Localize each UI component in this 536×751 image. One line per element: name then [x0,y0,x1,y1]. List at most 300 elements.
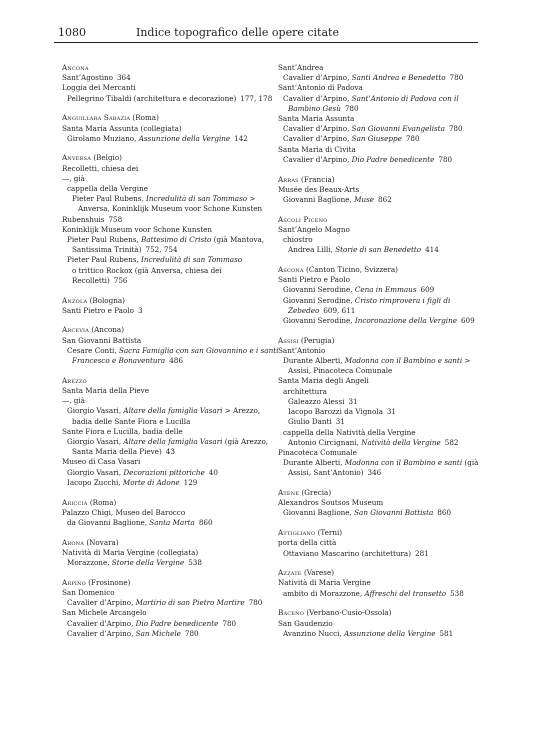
work-title: Altare della famiglia Vasari [123,437,223,446]
index-line [278,356,483,366]
index-line [278,387,483,397]
location-name: Anversa [62,153,92,163]
page-reference: 780 [184,628,199,638]
work-title: Incredulità di san Tommaso [146,194,248,204]
page-reference: 414 [425,245,439,255]
page-reference: 177, 178 [240,93,273,103]
line-text: Cesare Conti, [67,345,119,355]
location-note: (Perugia) [298,335,335,345]
line-text: Santissima Trinità) [72,245,142,255]
page-reference: 582 [444,437,459,447]
work-title: Madonna con il Bambino e santi [344,458,463,468]
line-text: Iacopo Barozzi da Vignola [288,407,383,417]
line-text: Loggia dei Mercanti [62,83,136,93]
line-text: Cavalier d’Arpino, [283,154,352,164]
page-reference: 780 [405,134,420,144]
line-text: San Giovanni Battista [62,335,142,345]
index-line [278,285,483,295]
index-line [278,589,483,599]
index-line [62,427,267,437]
index-entry [278,528,483,559]
line-text: Iacopo Zucchi, [67,477,123,487]
index-line [62,276,267,286]
line-text: Galeazzo Alessi [288,396,345,406]
right-column [278,63,483,648]
location-note: (Frosinone) [85,577,131,587]
index-line [62,266,267,276]
line-text: chiostro [283,235,313,245]
location-heading [278,336,483,346]
index-line [62,134,267,144]
line-text: Assisi, Sant’Antonio) [288,468,364,478]
work-title: San Giovanni Battista [354,508,434,518]
location-heading [62,153,267,163]
index-line [278,94,483,104]
line-text: Giulio Danti [288,417,332,427]
page-reference: 281 [415,548,429,558]
location-heading [62,376,267,386]
index-entry [278,63,483,165]
index-line [278,458,483,468]
index-line [278,468,483,478]
line-text: —, già [62,173,85,183]
line-text: Alexandros Soutsos Museum [278,498,384,508]
location-heading [62,296,267,306]
line-text: Sant’Antonio di Padova [278,83,363,93]
location-note: (Roma) [130,113,159,123]
line-text: Koninklijk Museum voor Schone Kunsten [62,224,212,234]
line-text: Cavalier d’Arpino, [283,124,352,134]
line-text: Sante Fiora e Lucilla, badia delle [62,426,183,436]
line-text: Cavalier d’Arpino, [67,618,136,628]
line-text: Girolamo Muziano, [67,133,139,143]
index-line [62,124,267,134]
work-title: Storie della Vergine [111,558,185,568]
line-text: San Michele Arcangelo [62,608,147,618]
page-number: 1080 [58,26,86,39]
line-text: Giovanni Serodine, [283,315,355,325]
line-text: Giorgio Vasari, [67,437,124,446]
index-line [62,629,267,639]
index-line [278,145,483,155]
page-header [54,24,478,43]
location-heading [62,498,267,508]
work-title: Natività della Vergine [361,437,441,447]
index-line [62,548,267,558]
index-line [278,134,483,144]
location-name: Assisi [278,335,299,345]
index-line [62,598,267,608]
index-line [278,366,483,376]
index-entry [278,336,483,479]
line-text: Recolletti, chiesa dei [62,163,139,173]
index-line [278,155,483,165]
index-line [62,588,267,598]
left-column [62,63,279,648]
index-line [62,73,267,83]
index-line [62,215,267,225]
line-text: > [247,194,256,204]
index-entry [278,175,483,206]
work-title: Martirio di san Pietro Martire [135,598,245,608]
location-name: Arras [278,174,299,184]
page-reference: 142 [234,133,248,143]
location-note: (Bologna) [87,295,125,305]
index-line [278,104,483,114]
line-text: Giovanni Serodine, [283,285,355,295]
page-reference: 609, 611 [323,305,356,315]
index-line [278,538,483,548]
index-line [278,296,483,306]
page-reference: 860 [437,508,452,518]
location-note: (Verbano-Cusio-Ossola) [304,608,392,618]
index-line [278,245,483,255]
index-line [62,608,267,618]
line-text: Santa Maria di Civita [278,144,356,154]
line-text: porta della città [278,538,337,548]
index-entry [278,568,483,599]
line-text: Giovanni Serodine, [283,295,355,305]
index-line [62,345,279,356]
index-line [278,195,483,205]
location-note: (Varese) [301,568,335,578]
line-text: Giovanni Baglione, [283,508,355,518]
index-line [278,124,483,134]
index-entry [62,578,267,639]
location-heading [278,568,483,578]
location-note: (Belgio) [91,153,122,163]
line-text: Antonio Circignani, [288,437,362,447]
index-entry [278,488,483,519]
index-line [278,114,483,124]
page-reference: 31 [348,396,358,406]
index-line [278,508,483,518]
line-text: Giovanni Baglione, [283,194,355,204]
work-title: Santa Marta [149,517,195,527]
line-text: —, già [62,396,85,406]
location-name: Attigliano [278,528,316,538]
line-text: o trittico Rockox (già Anversa, chiesa dei [72,265,222,275]
line-text: > Arezzo, [222,406,261,416]
location-name: Ariccia [62,497,88,507]
location-heading [62,113,267,123]
index-line [278,578,483,588]
index-line [278,397,483,407]
location-note: (Canton Ticino, Svizzera) [303,264,398,274]
line-text: Sant’Angelo Magno [278,224,350,234]
location-note: (Francia) [298,174,335,184]
index-entry [62,296,267,316]
index-line [62,255,267,265]
index-line [62,225,267,235]
line-text: > [462,356,471,366]
line-text: cappella della Natività della Vergine [283,427,416,437]
index-line [62,417,267,427]
work-title: Incredulità di san Tommaso [141,255,243,265]
page-reference: 364 [116,73,131,83]
line-text: Andrea Lilli, [288,245,336,255]
line-text: Assisi, Pinacoteca Comunale [288,366,393,376]
location-name: Ancona [62,63,89,72]
location-name: Arpino [62,577,86,587]
index-line [278,316,483,326]
location-heading [278,528,483,538]
location-note: (Roma) [87,497,117,507]
work-title: Decorazioni pittoriche [123,467,205,477]
location-heading [278,215,483,225]
line-text: Santi Pietro e Paolo [278,275,350,285]
location-heading [62,538,267,548]
index-line [278,498,483,508]
line-text: Anversa, Koninklijk Museum voor Schone Kunsten [78,204,263,214]
index-line [62,558,267,568]
index-line [278,376,483,386]
line-text: Museo di Casa Vasari [62,457,141,467]
page-reference: 862 [378,194,392,204]
line-text: Durante Alberti, [283,458,345,468]
index-entry [62,376,267,488]
index-line [62,437,267,447]
line-text: Rubenshuis [62,214,105,224]
index-line [278,346,483,356]
work-title: Cristo rimprovera i figli di [354,295,451,305]
location-name: Azzate [278,568,302,578]
index-line [278,235,483,245]
work-title: Dio Padre benedicente [351,154,435,164]
index-line [62,93,273,104]
index-line [278,448,483,458]
work-title: Dio Padre benedicente [135,618,219,628]
work-title: Muse [354,194,375,204]
index-entry [62,153,267,286]
index-line [278,63,483,73]
work-title: Affreschi del transetto [364,588,447,598]
index-line [62,406,267,416]
location-note: (Grecia) [299,488,332,498]
work-title: Sacra Famiglia con san Giovannino e i santi [118,345,279,355]
location-heading [278,175,483,185]
work-title: Morte di Adone [122,477,180,487]
index-line [62,508,267,518]
location-note: (Novara) [84,537,119,547]
page-reference: 31 [386,407,397,417]
index-line [62,457,267,467]
index-line [278,438,483,448]
line-text: architettura [283,386,327,396]
page-reference: 752, 754 [145,245,178,255]
location-name: Arcevia [62,325,90,335]
location-name: Atene [278,488,300,498]
page-reference: 780 [344,103,359,113]
index-line [62,83,267,93]
work-title: Santi Andrea e Benedetto [351,73,446,83]
page-reference: 780 [222,618,237,628]
index-line [278,619,483,629]
index-line [62,194,267,204]
work-title: Altare della famiglia Vasari [123,406,223,416]
location-heading [62,578,267,588]
index-line [278,407,483,417]
line-text: Santa Maria degli Angeli [278,376,369,386]
index-line [62,235,267,245]
line-text: ambito di Morazzone, [283,588,365,598]
index-entry [62,113,267,144]
index-entry [62,538,267,569]
index-line [278,275,483,285]
work-title: Battesimo di Cristo [141,235,212,245]
line-text: Recolletti) [72,275,110,285]
index-line [278,225,483,235]
index-entry [62,325,279,366]
index-line [278,73,483,83]
work-title: San Giovanni Evangelista [351,124,445,134]
line-text: Santi Pietro e Paolo [62,305,134,315]
work-title: Storie di san Benedetto [335,245,422,255]
page-reference: 758 [108,214,123,224]
location-heading [278,265,483,275]
page-reference: 346 [367,468,382,478]
location-name: Ascoli Piceno [278,214,328,224]
work-title: Assunzione della Vergine [138,133,231,143]
line-text: Morazzone, [67,558,112,568]
running-title: Indice topografico delle opere citate [136,26,339,39]
work-title: Zebedeo [288,305,320,315]
location-name: Arona [62,537,85,547]
work-title: San Michele [135,628,181,638]
page-reference: 860 [198,517,213,527]
index-line [62,174,267,184]
line-text: San Domenico [62,587,115,597]
work-title: Francesco e Bonaventura [72,356,166,366]
page-reference: 43 [165,447,175,457]
location-name: Baceno [278,608,305,618]
index-line [62,306,267,316]
page-reference: 609 [460,315,475,325]
work-title: Madonna con il Bambino e santi [344,356,463,366]
page-reference: 780 [438,154,453,164]
index-line [62,518,267,528]
page-reference: 129 [183,477,198,487]
location-name: Anzola [62,295,88,305]
page-reference: 3 [137,305,143,315]
line-text: Cavalier d’Arpino, [67,628,136,638]
location-name: Arezzo [62,375,87,385]
index-line [278,306,483,316]
line-text: Santa Maria della Pieve) [72,447,162,457]
work-title: San Giuseppe [351,134,402,144]
line-text: (già [462,458,479,468]
line-text: Durante Alberti, [283,356,345,366]
line-text: Cavalier d’Arpino, [283,134,352,144]
line-text: Santa Maria Assunta (collegiata) [62,123,182,133]
line-text: Cavalier d’Arpino, [283,73,352,83]
index-line [62,468,267,478]
line-text: Santa Maria della Pieve [62,385,149,395]
page-reference: 609 [420,285,435,295]
line-text: Giorgio Vasari, [67,406,124,416]
index-line [62,478,267,488]
location-heading [278,488,483,498]
work-title: Assunzione della Vergine [344,628,436,638]
line-text: (già Mantova, [211,235,265,245]
line-text: Giorgio Vasari, [67,467,124,477]
location-note: (Ancona) [89,325,125,335]
index-line [62,447,267,457]
line-text: Natività di Maria Vergine (collegiata) [62,547,199,557]
page-reference: 780 [248,598,263,608]
location-heading [62,325,267,335]
line-text: badia delle Sante Fiora e Lucilla [72,416,191,426]
index-line [62,619,267,629]
page-reference: 486 [169,356,183,366]
index-line [278,83,483,93]
index-line [278,428,483,438]
index-line [62,204,267,214]
line-text: Pieter Paul Rubens, [67,235,142,245]
page-reference: 538 [188,558,202,568]
work-title: Cena in Emmaus [354,285,417,295]
index-entry [62,498,267,529]
index-line [62,386,267,396]
location-name: Ascona [278,264,304,274]
line-text: da Giovanni Baglione, [67,517,150,527]
line-text: Pinacoteca Comunale [278,447,357,457]
index-line [62,336,267,346]
index-line [62,245,267,255]
line-text: Sant’Antonio [278,345,326,355]
line-text: Avanzino Nucci, [283,628,345,638]
index-line [278,549,483,559]
index-entry [62,63,273,104]
line-text: Ottaviano Mascarino (architettura) [283,548,412,558]
line-text: cappella della Vergine [67,184,148,194]
index-line [278,629,483,639]
page-reference: 780 [449,73,464,83]
line-text: Natività di Maria Vergine [278,578,371,588]
line-text: Palazzo Chigi, Museo del Barocco [62,507,186,517]
location-name: Anguillara Sabazia [62,113,131,123]
line-text: Santa Maria Assunta [278,114,355,124]
index-line [62,396,267,406]
index-line [62,164,267,174]
line-text: Musée des Beaux-Arts [278,184,360,194]
page-reference: 780 [448,124,463,134]
index-line [62,356,267,366]
index-line [278,417,483,427]
line-text: San Gaudenzio [278,618,333,628]
work-title: Incoronazione della Vergine [354,315,457,325]
line-text: Pieter Paul Rubens, [72,194,147,204]
line-text: Sant’Agostino [62,73,113,83]
location-heading [278,608,483,618]
page-reference: 40 [208,467,218,477]
page-reference: 31 [335,417,345,427]
line-text: (già Arezzo, [222,437,269,446]
index-line [278,185,483,195]
index-entry [278,608,483,639]
line-text: Cavalier d’Arpino, [67,598,136,608]
line-text: Sant’Andrea [278,63,324,72]
page-reference: 538 [450,588,464,598]
work-title: Bambino Gesù [288,103,341,113]
work-title: Sant’Antonio di Padova con il [351,93,459,103]
location-note: (Terni) [315,528,343,538]
line-text: Pellegrino Tibaldi (architettura e decorazione) [67,93,237,103]
page-reference: 756 [113,275,128,285]
line-text: Cavalier d’Arpino, [283,93,352,103]
index-line [62,184,267,194]
index-entry [278,215,483,256]
